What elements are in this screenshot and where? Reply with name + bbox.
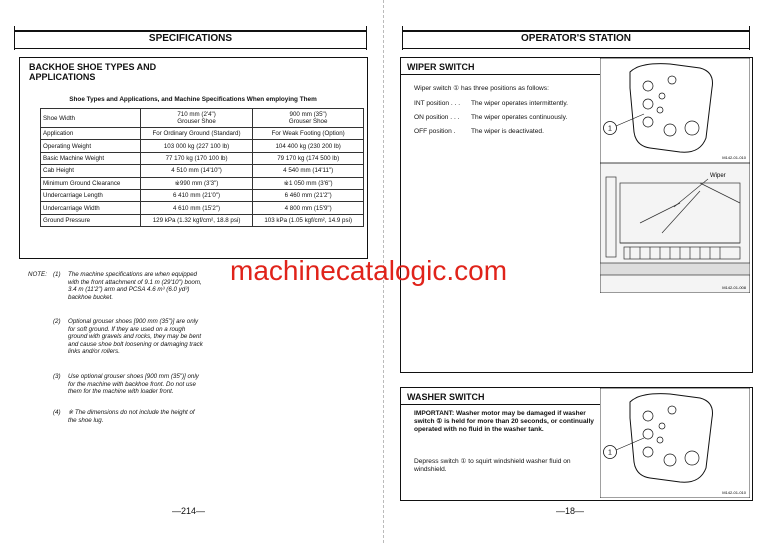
note-number: (1) xyxy=(53,271,61,278)
washer-switch-box xyxy=(400,387,753,501)
table-cell: Shoe Width xyxy=(41,109,141,128)
section-title: BACKHOE SHOE TYPES AND APPLICATIONS xyxy=(29,62,157,82)
wiper-position-name: ON position . . . xyxy=(414,114,460,121)
note-number: (4) xyxy=(53,409,61,416)
washer-title: WASHER SWITCH xyxy=(407,392,485,402)
table-cell: Undercarriage Length xyxy=(41,189,141,201)
table-cell: 900 mm (35") Grouser Shoe xyxy=(253,109,364,128)
table-caption: Shoe Types and Applications, and Machine Specifications When employing Them xyxy=(69,96,317,103)
table-cell: 129 kPa (1.32 kgf/cm², 18.8 psi) xyxy=(140,214,253,226)
washer-instruction: Depress switch ① to squirt windshield washer fluid on windshield. xyxy=(414,458,571,473)
right-page-header xyxy=(402,30,750,49)
table-cell: For Ordinary Ground (Standard) xyxy=(140,128,253,140)
right-header-text: OPERATOR'S STATION xyxy=(521,33,631,44)
wiper-position-name: INT position . . . xyxy=(414,100,461,107)
table-row xyxy=(41,109,364,128)
wiper-intro: Wiper switch ① has three positions as follows: xyxy=(414,85,549,92)
table-cell: Minimum Ground Clearance xyxy=(41,177,141,189)
washer-fig-caption: M142-01-010 xyxy=(722,490,746,495)
wiper-switch-box xyxy=(400,57,753,373)
table-row xyxy=(41,202,364,214)
table-cell: 710 mm (2'4") Grouser Shoe xyxy=(140,109,253,128)
wiper-photo-figure xyxy=(600,163,750,293)
table-cell: 103 000 kg (227 100 lb) xyxy=(140,140,253,152)
table-cell: Operating Weight xyxy=(41,140,141,152)
table-cell: Basic Machine Weight xyxy=(41,152,141,164)
table-cell: 4 800 mm (15'9") xyxy=(253,202,364,214)
table-cell: 79 170 kg (174 500 lb) xyxy=(253,152,364,164)
wiper-position-desc: The wiper operates intermittently. xyxy=(471,100,568,107)
note-label: NOTE: xyxy=(28,271,47,278)
washer-panel-figure xyxy=(600,388,750,498)
table-row xyxy=(41,165,364,177)
left-page-header xyxy=(14,30,367,49)
washer-important: IMPORTANT: Washer motor may be damaged if washer switch ① is held for more than 20 seconds, or continually operated with no fluid in the washer tank. xyxy=(414,410,594,433)
table-cell: 4 540 mm (14'11") xyxy=(253,165,364,177)
table-cell: 6 460 mm (21'2") xyxy=(253,189,364,201)
table-row xyxy=(41,177,364,189)
table-row xyxy=(41,140,364,152)
wiper-position-desc: The wiper operates continuously. xyxy=(471,114,568,121)
note-text: Use optional grouser shoes [900 mm (35")] only for the machine with backhoe front. Do not use them for the machine with loader front. xyxy=(68,373,199,396)
left-page-number: —214— xyxy=(172,506,206,516)
right-page-number: —18— xyxy=(556,506,585,516)
note-text: Optional grouser shoes [900 mm (35")] are only for soft ground. If they are used on a rough ground with gravels and rocks, they may be bent and cause shoe bolt loosening or damaging track links and/or rollers. xyxy=(68,318,203,356)
wiper-title: WIPER SWITCH xyxy=(407,62,475,72)
table-cell: Ground Pressure xyxy=(41,214,141,226)
table-row xyxy=(41,189,364,201)
table-cell: For Weak Footing (Option) xyxy=(253,128,364,140)
wiper-position-desc: The wiper is deactivated. xyxy=(471,128,544,135)
table-cell: 103 kPa (1.05 kgf/cm², 14.9 psi) xyxy=(253,214,364,226)
specifications-table xyxy=(40,108,364,227)
watermark: machinecatalogic.com xyxy=(230,255,508,286)
table-cell: 4 510 mm (14'10") xyxy=(140,165,253,177)
table-cell: ※990 mm (3'3") xyxy=(140,177,253,189)
note-text: ※ The dimensions do not include the height of the shoe lug. xyxy=(68,409,195,424)
washer-callout: 1 xyxy=(608,449,612,457)
wiper-position-name: OFF position . xyxy=(414,128,456,135)
table-cell: Cab Height xyxy=(41,165,141,177)
left-header-text: SPECIFICATIONS xyxy=(148,33,233,44)
table-row xyxy=(41,128,364,140)
table-cell: 104 400 kg (230 200 lb) xyxy=(253,140,364,152)
note-number: (3) xyxy=(53,373,61,380)
table-cell: ※1 050 mm (3'6") xyxy=(253,177,364,189)
table-row xyxy=(41,152,364,164)
wiper-callout: 1 xyxy=(608,125,612,133)
fig2-caption: M142-01-008 xyxy=(722,285,746,290)
table-cell: Undercarriage Width xyxy=(41,202,141,214)
wiper-label: Wiper xyxy=(710,173,726,179)
switch-panel-figure xyxy=(600,58,750,163)
table-cell: 4 610 mm (15'2") xyxy=(140,202,253,214)
fig1-caption: M142-01-010 xyxy=(722,155,746,160)
table-cell: 6 410 mm (21'0") xyxy=(140,189,253,201)
note-number: (2) xyxy=(53,318,61,325)
table-cell: Application xyxy=(41,128,141,140)
table-cell: 77 170 kg (170 100 lb) xyxy=(140,152,253,164)
table-row xyxy=(41,214,364,226)
shoe-types-box xyxy=(19,57,368,259)
note-text: The machine specifications are when equipped with the front attachment of 9.1 m (29'10") boom, 3.4 m (11'2") arm and PCSA 4.6 m³ (6.0 yd³) backhoe bucket. xyxy=(68,271,202,301)
